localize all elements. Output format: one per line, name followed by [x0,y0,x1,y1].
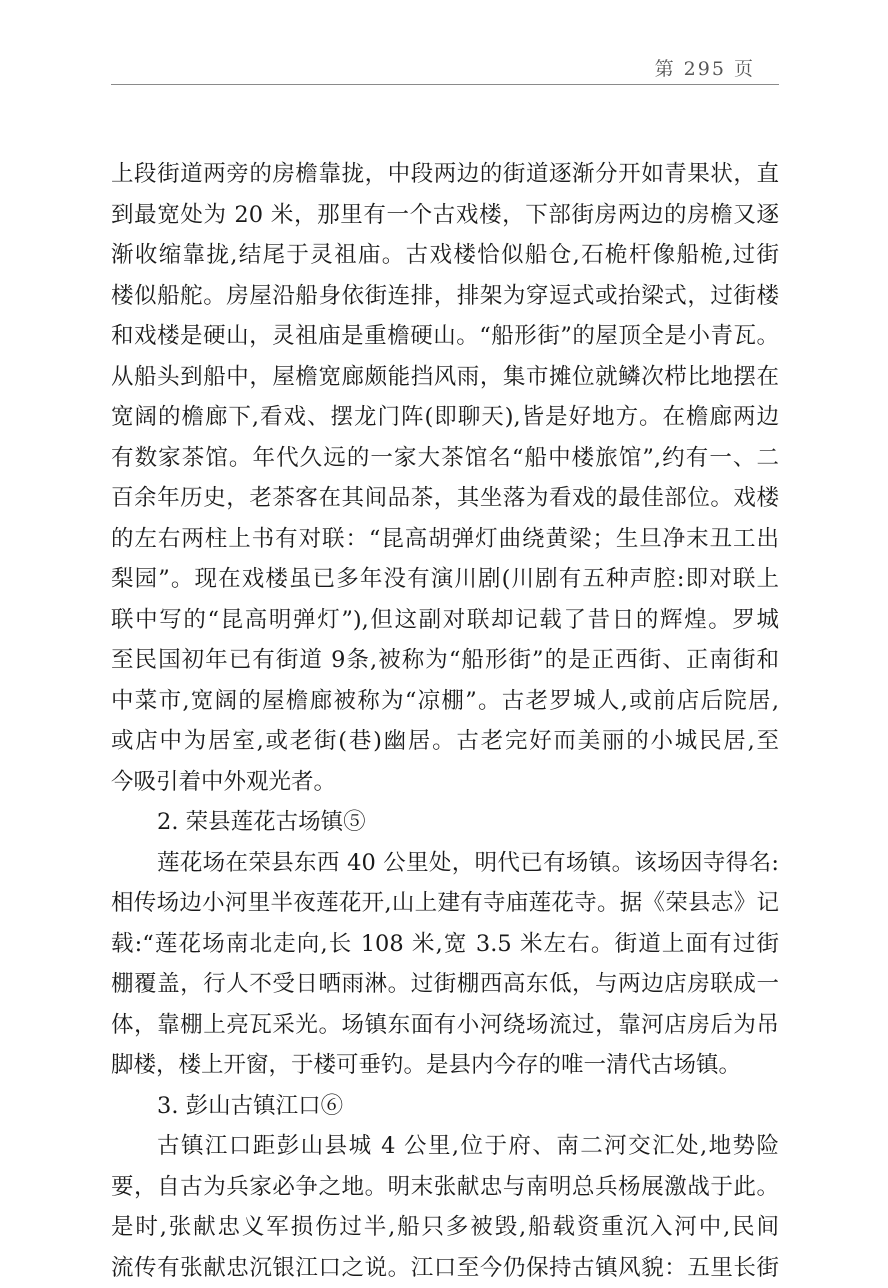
page-number: 第 295 页 [655,54,755,81]
text-line: 流传有张献忠沉银江口之说。江口至今仍保持古镇风貌：五里长街 [111,1248,779,1288]
body-text [111,154,779,1288]
text-line: 至民国初年已有街道 9条,被称为“船形街”的是正西街、正南街和 [111,640,779,681]
text-line: 脚楼，楼上开窗，于楼可垂钓。是县内今存的唯一清代古场镇。 [111,1045,779,1086]
text-line: 要，自古为兵家必争之地。明末张献忠与南明总兵杨展激战于此。 [111,1167,779,1208]
section-heading: 3. 彭山古镇江口⑥ [111,1086,779,1127]
text-line: 百余年历史，老茶客在其间品茶，其坐落为看戏的最佳部位。戏楼 [111,478,779,519]
section-heading: 2. 荣县莲花古场镇⑤ [111,802,779,843]
text-line: 宽阔的檐廊下,看戏、摆龙门阵(即聊天),皆是好地方。在檐廊两边 [111,397,779,438]
text-line: 棚覆盖，行人不受日晒雨淋。过街棚西高东低，与两边店房联成一 [111,964,779,1005]
text-line: 中菜市,宽阔的屋檐廊被称为“凉棚”。古老罗城人,或前店后院居, [111,681,779,722]
text-line: 到最宽处为 20 米，那里有一个古戏楼，下部街房两边的房檐又逐 [111,195,779,236]
text-line: 或店中为居室,或老街(巷)幽居。古老完好而美丽的小城民居,至 [111,721,779,762]
text-line: 从船头到船中，屋檐宽廊颇能挡风雨，集市摊位就鳞次栉比地摆在 [111,357,779,398]
text-line: 载:“莲花场南北走向,长 108 米,宽 3.5 米左右。街道上面有过街 [111,924,779,965]
text-line: 梨园”。现在戏楼虽已多年没有演川剧(川剧有五种声腔:即对联上 [111,559,779,600]
text-line: 和戏楼是硬山，灵祖庙是重檐硬山。“船形街”的屋顶全是小青瓦。 [111,316,779,357]
text-line: 莲花场在荣县东西 40 公里处，明代已有场镇。该场因寺得名: [111,843,779,884]
text-line: 今吸引着中外观光者。 [111,762,779,803]
text-line: 渐收缩靠拢,结尾于灵祖庙。古戏楼恰似船仓,石桅杆像船桅,过街 [111,235,779,276]
text-line: 古镇江口距彭山县城 4 公里,位于府、南二河交汇处,地势险 [111,1126,779,1167]
page-header [111,0,779,85]
text-line: 是时,张献忠义军损伤过半,船只多被毁,船载资重沉入河中,民间 [111,1207,779,1248]
text-line: 的左右两柱上书有对联：“昆高胡弹灯曲绕黄梁；生旦净末丑工出 [111,519,779,560]
text-line: 楼似船舵。房屋沿船身依街连排，排架为穿逗式或抬梁式，过街楼 [111,276,779,317]
text-line: 相传场边小河里半夜莲花开,山上建有寺庙莲花寺。据《荣县志》记 [111,883,779,924]
text-line: 体，靠棚上亮瓦采光。场镇东面有小河绕场流过，靠河店房后为吊 [111,1005,779,1046]
text-line: 有数家茶馆。年代久远的一家大茶馆名“船中楼旅馆”,约有一、二 [111,438,779,479]
text-line: 上段街道两旁的房檐靠拢，中段两边的街道逐渐分开如青果状，直 [111,154,779,195]
text-line: 联中写的“昆高明弹灯”),但这副对联却记载了昔日的辉煌。罗城 [111,600,779,641]
